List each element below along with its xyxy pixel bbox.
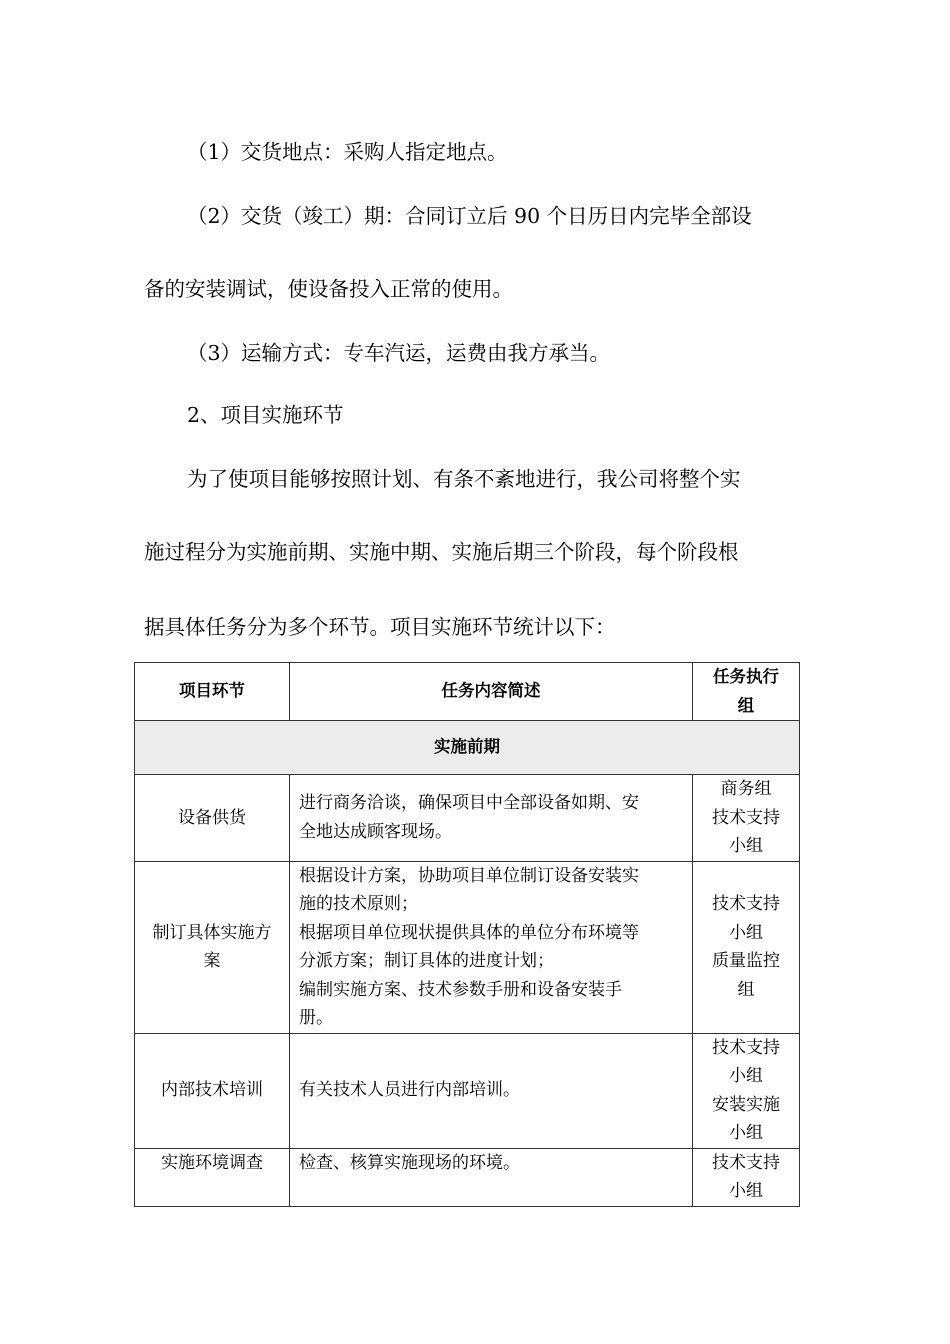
header-stage: 项目环节 bbox=[135, 663, 290, 721]
description-line: 有关技术人员进行内部培训。 bbox=[299, 1080, 520, 1101]
stage-cell bbox=[135, 775, 290, 862]
paragraph-intro-line3: 据具体任务分为多个环节。项目实施环节统计以下： bbox=[144, 615, 616, 639]
paragraph-delivery-location: （1）交货地点：采购人指定地点。 bbox=[187, 140, 508, 164]
group-line: 组 bbox=[737, 979, 755, 1000]
stage-line: 实施环境调查 bbox=[161, 1152, 263, 1173]
stage-line: 设备供货 bbox=[178, 807, 246, 828]
phase-label: 实施前期 bbox=[135, 721, 800, 775]
description-cell bbox=[290, 861, 693, 1033]
section-heading: 2、项目实施环节 bbox=[187, 403, 344, 427]
table-row bbox=[135, 775, 800, 862]
paragraph-intro-line2: 施过程分为实施前期、实施中期、实施后期三个阶段，每个阶段根 bbox=[144, 540, 739, 564]
description-line: 根据设计方案，协助项目单位制订设备安装实 bbox=[299, 865, 639, 886]
stage-line: 案 bbox=[203, 951, 221, 971]
group-cell bbox=[693, 1033, 800, 1148]
group-cell bbox=[693, 775, 800, 862]
paragraph-intro-line1: 为了使项目能够按照计划、有条不紊地进行，我公司将整个实 bbox=[187, 467, 741, 491]
group-line: 技术支持 bbox=[712, 894, 780, 914]
header-group-line: 任务执行 bbox=[713, 667, 779, 686]
implementation-stages-table bbox=[134, 662, 800, 1207]
group-line: 质量监控 bbox=[712, 951, 780, 971]
group-line: 安装实施 bbox=[712, 1094, 780, 1115]
description-cell bbox=[290, 1033, 693, 1148]
table-row bbox=[135, 861, 800, 1033]
description-cell bbox=[290, 1148, 693, 1206]
table-row bbox=[135, 1148, 800, 1206]
paragraph-delivery-period-line1: （2）交货（竣工）期：合同订立后 90 个日历日内完毕全部设 bbox=[187, 204, 752, 228]
group-cell bbox=[693, 1148, 800, 1206]
group-line: 小组 bbox=[729, 836, 763, 856]
stage-cell bbox=[135, 1033, 290, 1148]
group-line: 技术支持 bbox=[712, 1152, 780, 1173]
description-line: 册。 bbox=[299, 1008, 333, 1028]
group-line: 小组 bbox=[729, 922, 763, 943]
paragraph-transport: （3）运输方式：专车汽运，运费由我方承当。 bbox=[187, 341, 611, 365]
group-line: 商务组 bbox=[720, 779, 772, 799]
group-line: 技术支持 bbox=[712, 1037, 780, 1058]
stage-cell bbox=[135, 861, 290, 1033]
stage-line: 制订具体实施方 bbox=[152, 922, 272, 943]
group-line: 小组 bbox=[729, 1066, 763, 1086]
phase-row bbox=[135, 721, 800, 775]
group-line: 技术支持 bbox=[712, 807, 780, 828]
header-group-line: 组 bbox=[737, 695, 755, 715]
table-header-row bbox=[135, 663, 800, 721]
description-line: 编制实施方案、技术参数手册和设备安装手 bbox=[299, 979, 622, 1000]
description-line: 全地达成顾客现场。 bbox=[299, 821, 452, 842]
table-row bbox=[135, 1033, 800, 1148]
group-line: 小组 bbox=[729, 1181, 763, 1201]
paragraph-delivery-period-line2: 备的安装调试，使设备投入正常的使用。 bbox=[144, 277, 513, 301]
header-group bbox=[693, 663, 800, 721]
description-line: 进行商务洽谈，确保项目中全部设备如期、安 bbox=[299, 793, 639, 814]
description-cell bbox=[290, 775, 693, 862]
description-line: 施的技术原则； bbox=[299, 894, 418, 914]
group-cell bbox=[693, 861, 800, 1033]
description-line: 根据项目单位现状提供具体的单位分布环境等 bbox=[299, 922, 639, 943]
description-line: 分派方案；制订具体的进度计划； bbox=[299, 951, 554, 971]
stage-line: 内部技术培训 bbox=[161, 1080, 263, 1101]
group-line: 小组 bbox=[729, 1123, 763, 1143]
header-description: 任务内容简述 bbox=[290, 663, 693, 721]
description-line: 检查、核算实施现场的环境。 bbox=[299, 1152, 520, 1173]
stage-cell bbox=[135, 1148, 290, 1206]
